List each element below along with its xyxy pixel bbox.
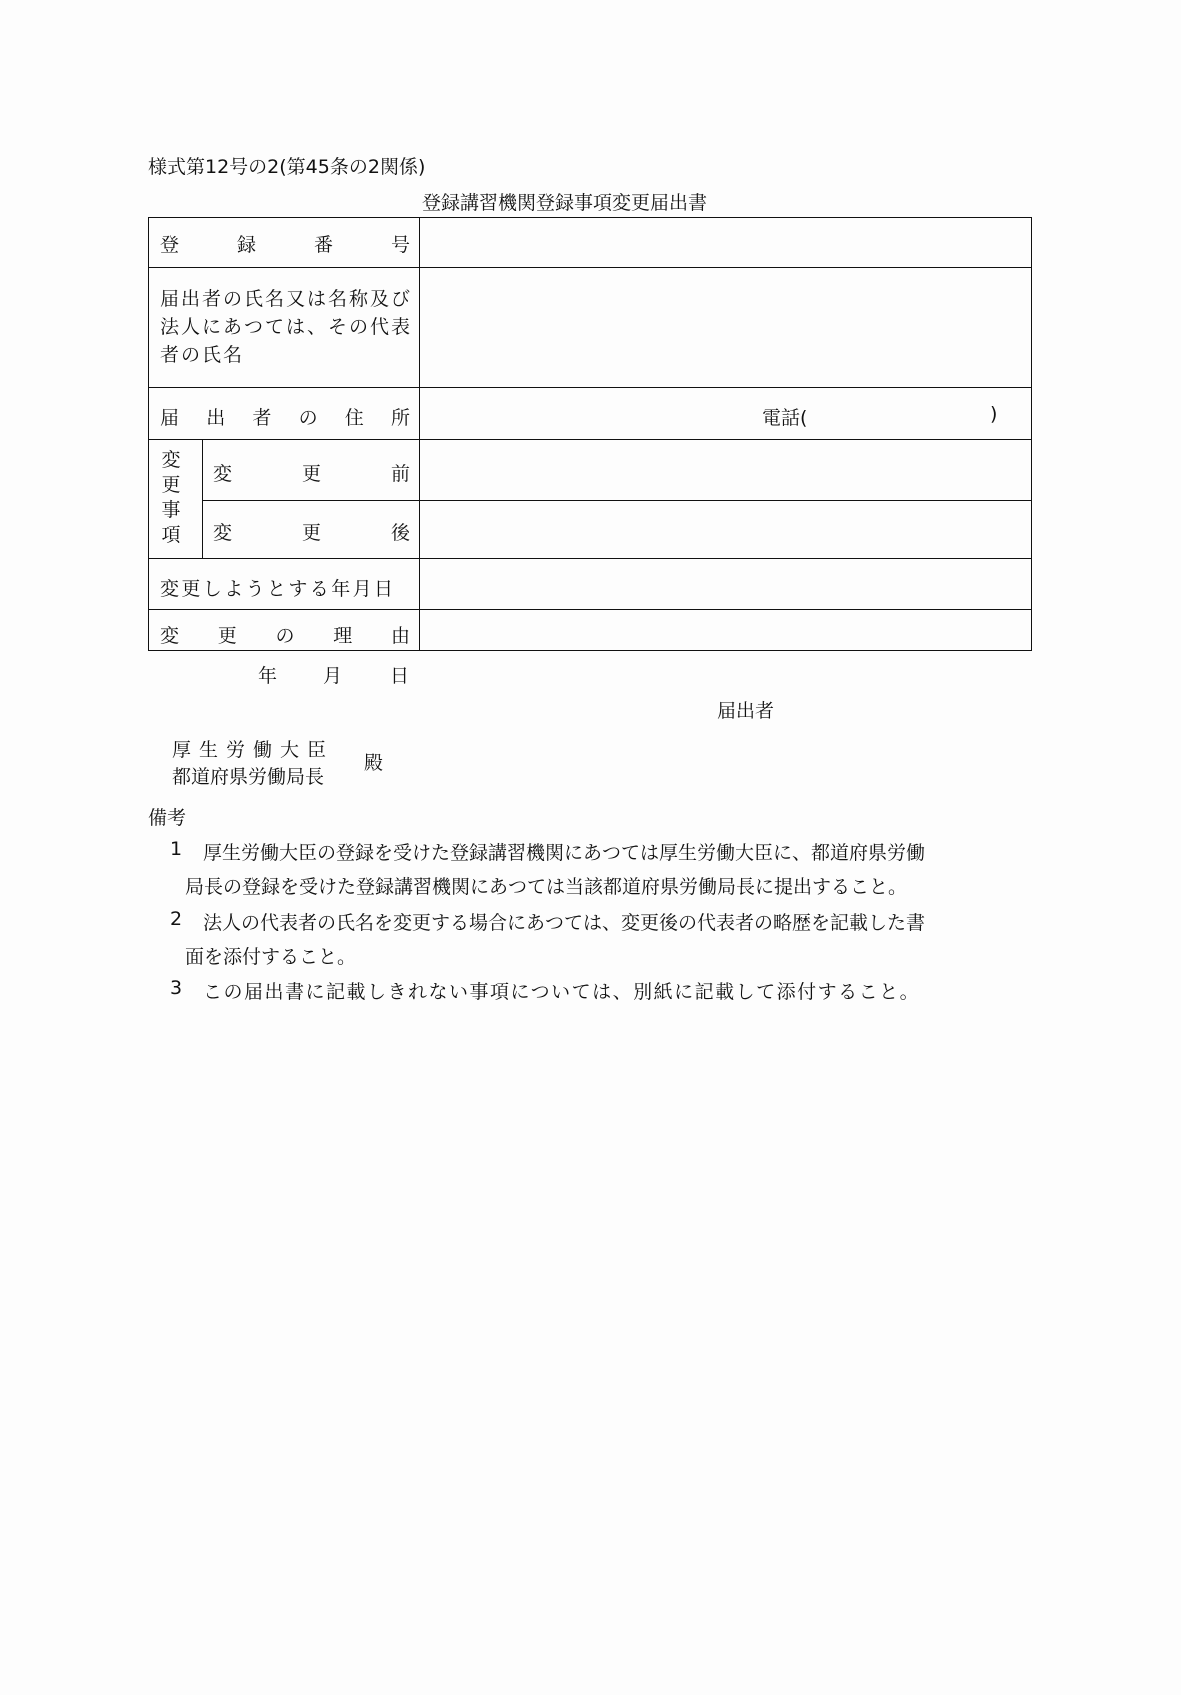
- label-char: 番: [313, 234, 333, 256]
- label-char: 後: [390, 522, 410, 544]
- label-char: 由: [390, 625, 410, 647]
- label-char: 号: [390, 234, 410, 256]
- note-1-line-2: 局長の登録を受けた登録講習機関にあつては当該都道府県労働局長に提出すること。: [185, 876, 908, 898]
- label-submitter-name: 届出者の氏名又は名称及び法人にあつては、その代表者の氏名: [160, 288, 413, 366]
- registration-number-field[interactable]: [422, 219, 1030, 266]
- date-day-label: 日: [390, 665, 410, 687]
- label-char: 理: [333, 625, 353, 647]
- phone-field[interactable]: [818, 389, 986, 437]
- label-before-change: [213, 459, 410, 486]
- column-divider: [419, 217, 420, 651]
- label-char: 変: [160, 625, 180, 647]
- label-char: の: [298, 407, 318, 429]
- label-char: 更: [301, 463, 321, 485]
- label-char: 更: [301, 522, 321, 544]
- column-divider: [202, 439, 203, 558]
- label-after-change: [213, 518, 410, 545]
- row-divider: [148, 609, 1032, 610]
- label-char: 登: [160, 234, 180, 256]
- addressee-minister: 厚生労働大臣: [172, 739, 335, 761]
- phone-label: 電話(: [762, 407, 808, 429]
- label-char: 更: [217, 625, 237, 647]
- label-submitter-address: [160, 403, 410, 430]
- row-divider: [148, 267, 1032, 268]
- date-year-label: 年: [258, 665, 278, 687]
- submitter-name-field[interactable]: [422, 269, 1030, 386]
- after-change-field[interactable]: [422, 502, 1030, 557]
- label-char: 住: [344, 407, 364, 429]
- label-char: 変: [213, 463, 233, 485]
- phone-close-paren: ): [990, 403, 998, 425]
- notes-heading: 備考: [148, 807, 187, 829]
- note-3-line-1: この届出書に記載しきれない事項については、別紙に記載して添付すること。: [203, 981, 921, 1003]
- note-2-line-2: 面を添付すること。: [185, 946, 357, 968]
- addressee-labour-bureau: 都道府県労働局長: [172, 766, 325, 788]
- change-reason-field[interactable]: [422, 611, 1030, 649]
- row-divider: [148, 439, 1032, 440]
- label-char: 者: [252, 407, 272, 429]
- label-char: 変: [213, 522, 233, 544]
- note-number: 1: [170, 838, 183, 860]
- row-divider: [148, 387, 1032, 388]
- before-change-field[interactable]: [422, 441, 1030, 499]
- planned-change-date-field[interactable]: [422, 560, 1030, 608]
- label-char: 録: [236, 234, 256, 256]
- label-change-items: 変更事項: [161, 449, 181, 546]
- label-change-reason: [160, 621, 410, 648]
- row-divider: [148, 558, 1032, 559]
- row-divider: [202, 500, 1032, 501]
- label-char: 所: [390, 407, 410, 429]
- submitter-address-field[interactable]: [422, 389, 752, 437]
- label-planned-change-date: 変更しようとする年月日: [160, 578, 396, 600]
- addressee-honorific: 殿: [364, 752, 384, 774]
- label-char: 前: [390, 463, 410, 485]
- note-1-line-1: 厚生労働大臣の登録を受けた登録講習機関にあつては厚生労働大臣に、都道府県労働: [203, 842, 926, 864]
- document-title: 登録講習機関登録事項変更届出書: [422, 192, 708, 214]
- submitter-label: 届出者: [717, 700, 775, 722]
- label-char: 届: [160, 407, 180, 429]
- note-number: 3: [170, 977, 183, 999]
- note-number: 2: [170, 908, 183, 930]
- label-char: の: [275, 625, 295, 647]
- label-char: 出: [206, 407, 226, 429]
- form-reference: 様式第12号の2(第45条の2関係): [148, 156, 426, 178]
- date-month-label: 月: [323, 665, 343, 687]
- note-2-line-1: 法人の代表者の氏名を変更する場合にあつては、変更後の代表者の略歴を記載した書: [203, 912, 926, 934]
- label-registration-number: [160, 230, 410, 257]
